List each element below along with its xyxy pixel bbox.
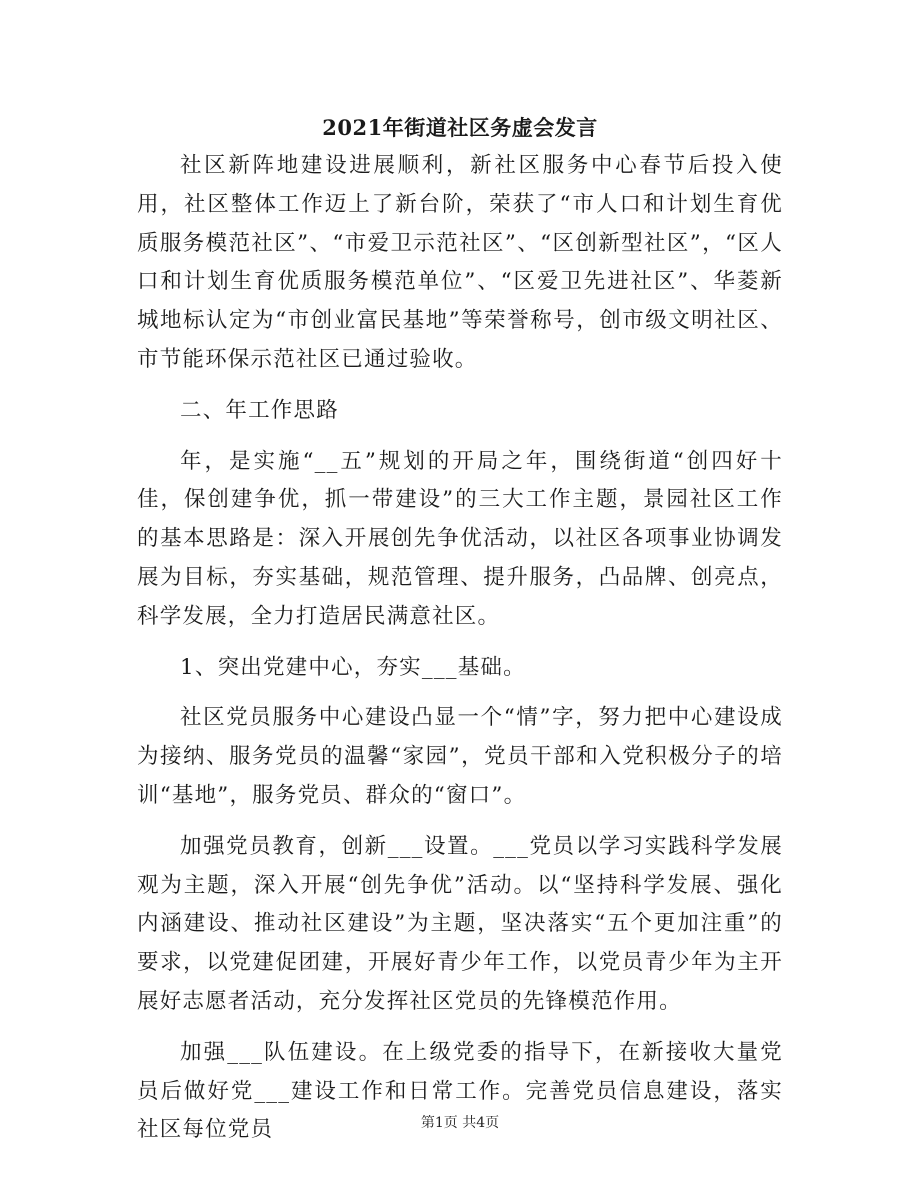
subheading-party-building: 1、突出党建中心，夯实___基础。 bbox=[180, 654, 526, 680]
document-body bbox=[137, 147, 783, 1150]
paragraph-work-ideas: 年，是实施“__五”规划的开局之年，围绕街道“创四好十佳，保创建争优，抓一带建设”的三大工作主题，景园社区工作的基本思路是：深入开展创先争优活动，以社区各项事业协调发展为目标，夯实基础，规范管理、提升服务，凸品牌、创亮点，科学发展，全力打造居民满意社区。 bbox=[137, 448, 783, 629]
document-title: 2021年街道社区务虚会发言 bbox=[322, 115, 598, 140]
paragraph-team-building: 加强___队伍建设。在上级党委的指导下，在新接收大量党员后做好党___建设工作和日常工作。完善党员信息建设，落实社区每位党员 bbox=[137, 1039, 783, 1143]
page-number-footer: 第1页 共4页 bbox=[420, 1115, 500, 1131]
paragraph-party-education: 加强党员教育，创新___设置。___党员以学习实践科学发展观为主题，深入开展“创先争优”活动。以“坚持科学发展、强化内涵建设、推动社区建设”为主题，坚决落实“五个更加注重”的要求，以党建促团建，开展好青少年工作，以党员青少年为主开展好志愿者活动，充分发挥社区党员的先锋模范作用。 bbox=[137, 833, 783, 1014]
section-heading-work-ideas: 二、年工作思路 bbox=[180, 397, 339, 423]
paragraph-service-center: 社区党员服务中心建设凸显一个“情”字，努力把中心建设成为接纳、服务党员的温馨“家园”，党员干部和入党积极分子的培训“基地”，服务党员、群众的“窗口”。 bbox=[137, 705, 783, 808]
paragraph-achievements: 社区新阵地建设进展顺利，新社区服务中心春节后投入使用，社区整体工作迈上了新台阶，荣获了“市人口和计划生育优质服务模范社区”、“市爱卫示范社区”、“区创新型社区”，“区人口和计划生育优质服务模范单位”、“区爱卫先进社区”、华菱新城地标认定为“市创业富民基地”等荣誉称号，创市级文明社区、市节能环保示范社区已通过验收。 bbox=[137, 153, 783, 372]
